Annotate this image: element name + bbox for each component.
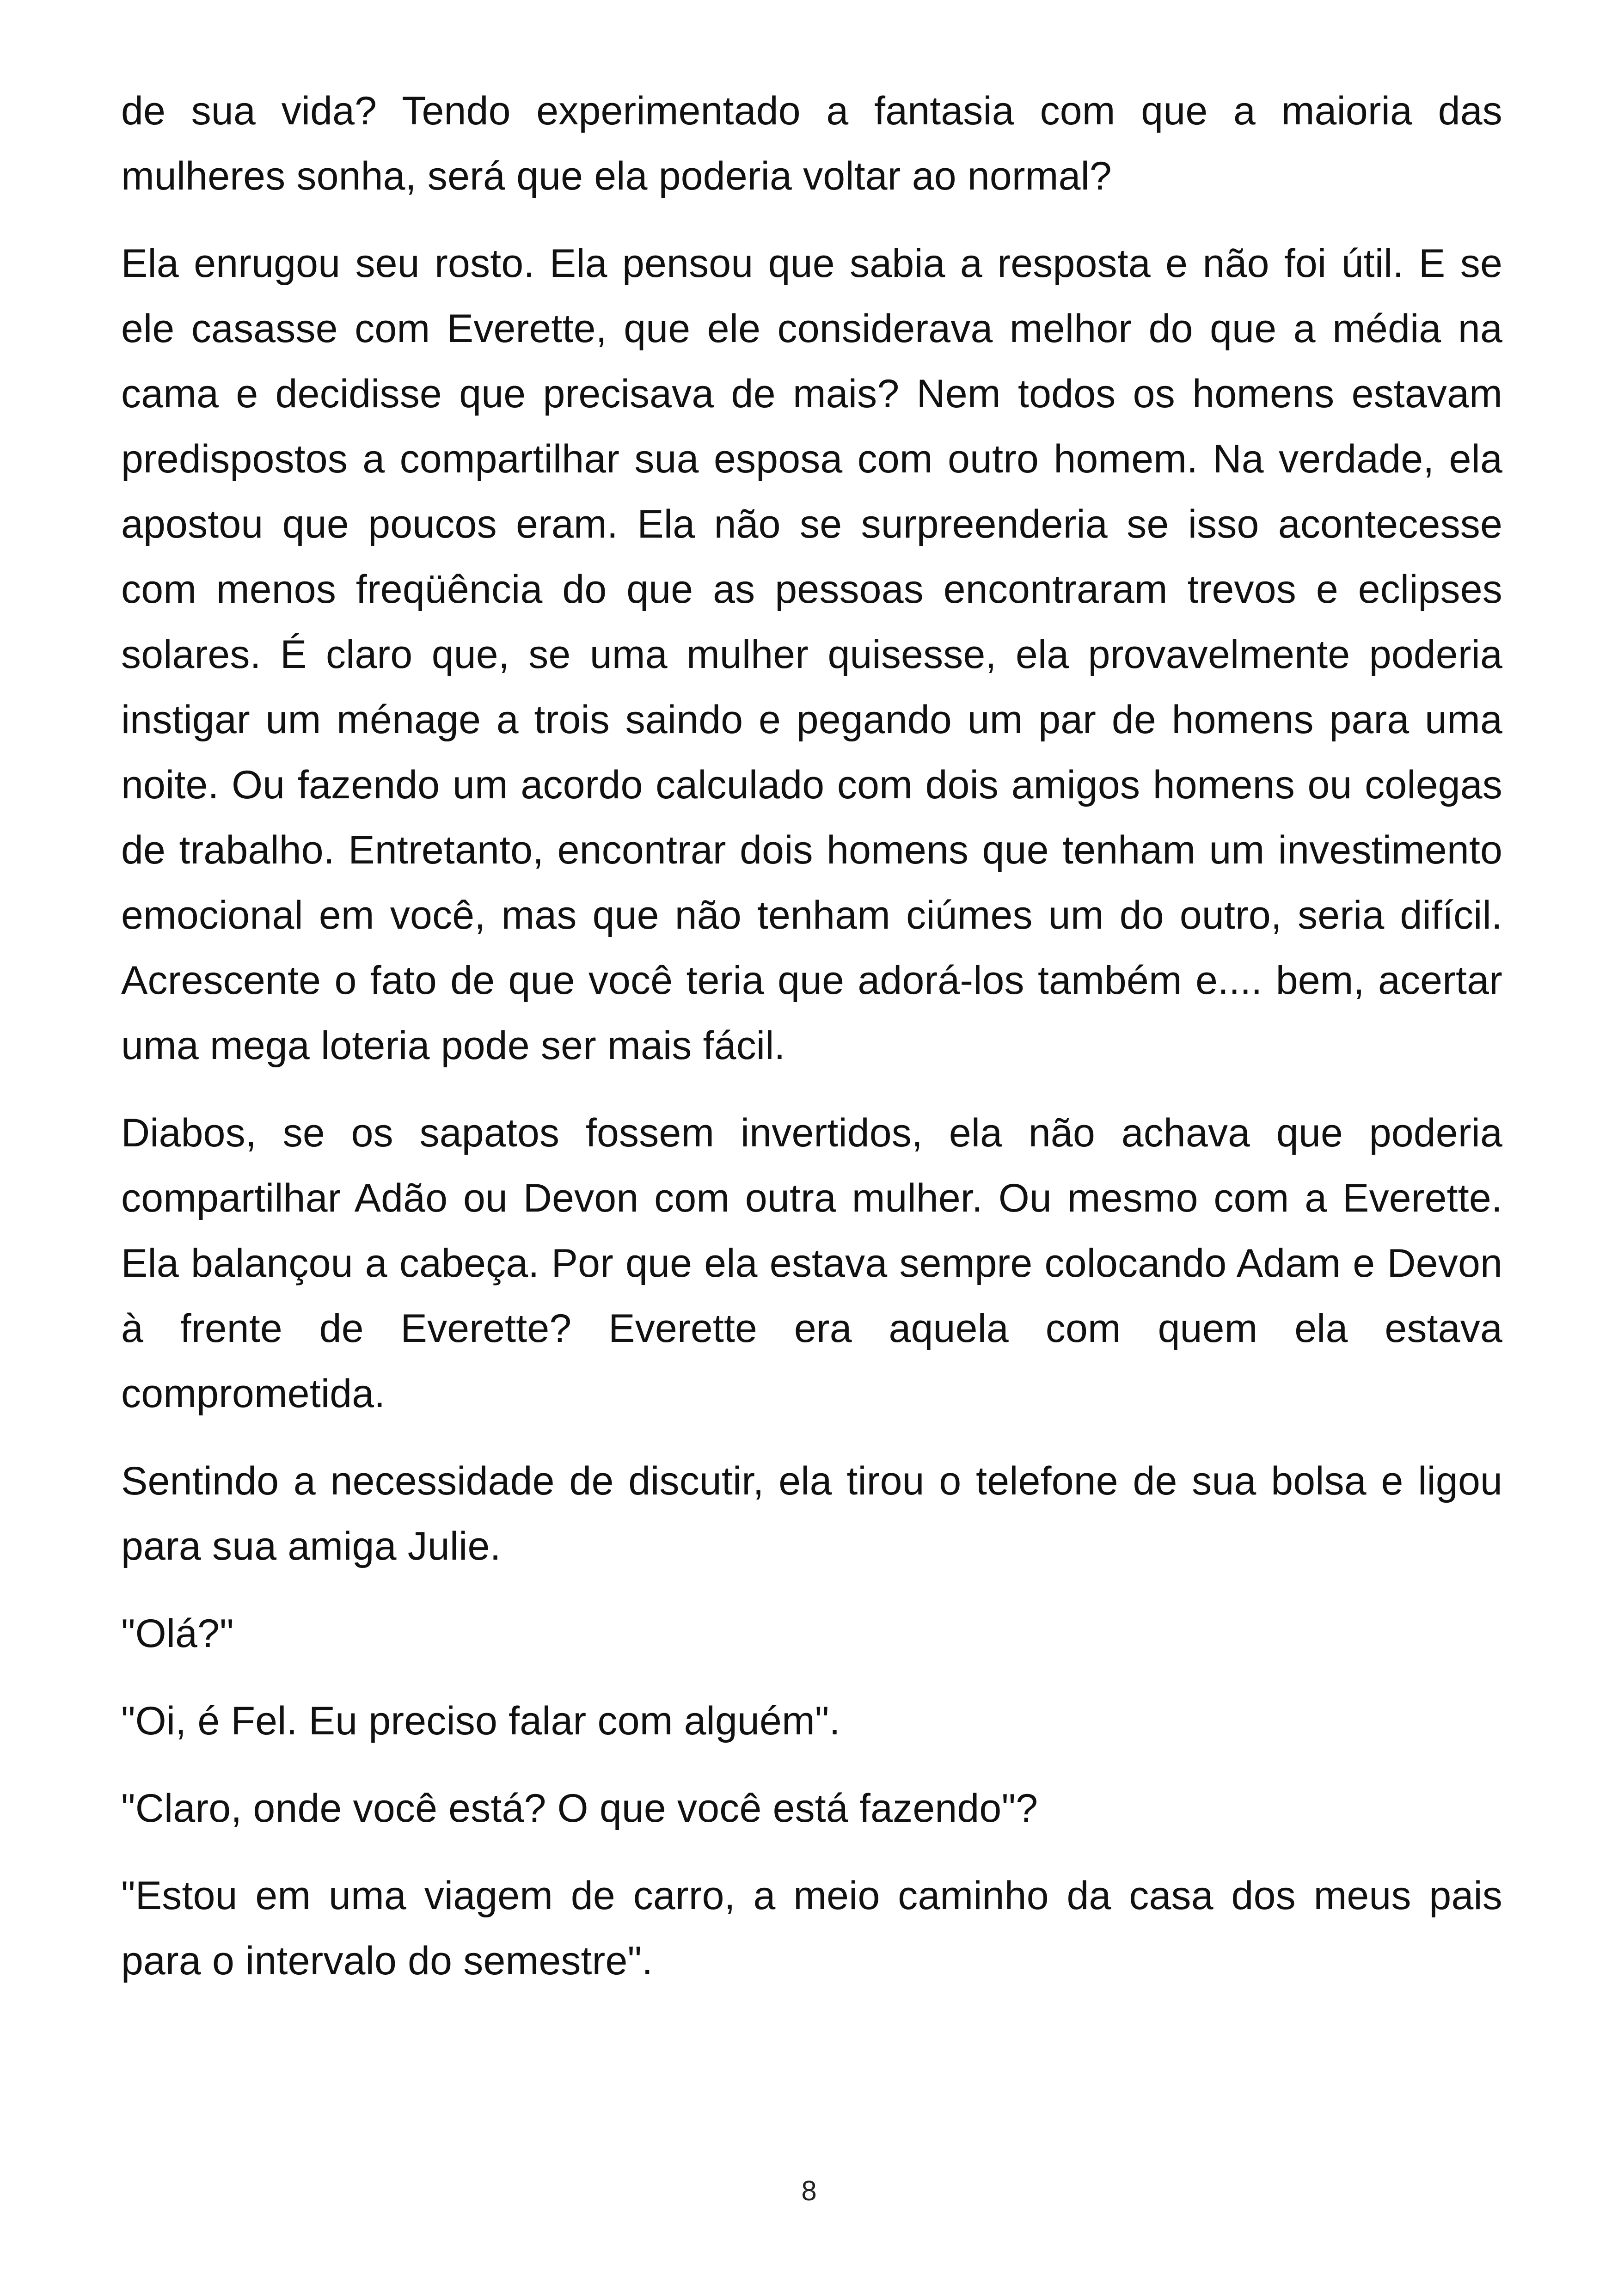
paragraph-4: Sentindo a necessidade de discutir, ela tirou o telefone de sua bolsa e ligou para sua amiga Julie.: [121, 1459, 1502, 1568]
body-text: [121, 79, 1502, 2016]
paragraph-1: de sua vida? Tendo experimentado a fantasia com que a maioria das mulheres sonha, será que ela poderia voltar ao normal?: [121, 89, 1502, 198]
dialogue-line-2: "Oi, é Fel. Eu preciso falar com alguém".: [121, 1699, 840, 1743]
page-number: 8: [801, 2175, 817, 2206]
dialogue-line-4: "Estou em uma viagem de carro, a meio caminho da casa dos meus pais para o intervalo do semestre".: [121, 1874, 1502, 1983]
paragraph-3: Diabos, se os sapatos fossem invertidos, ela não achava que poderia compartilhar Adão ou Devon com outra mulher. Ou mesmo com a Everette. Ela balançou a cabeça. Por que ela estava sempre colocando Adam e Devon à frente de Everette? Everette era aquela com quem ela estava comprometida.: [121, 1111, 1502, 1416]
dialogue-line-3: "Claro, onde você está? O que você está fazendo"?: [121, 1786, 1038, 1831]
dialogue-line-1: "Olá?": [121, 1611, 234, 1656]
paragraph-2: Ela enrugou seu rosto. Ela pensou que sabia a resposta e não foi útil. E se ele casasse com Everette, que ele considerava melhor do que a média na cama e decidisse que precisava de mais? Nem todos os homens estavam predispostos a compartilhar sua esposa com outro homem. Na verdade, ela apostou que poucos eram. Ela não se surpreenderia se isso acontecesse com menos freqüência do que as pessoas encontraram trevos e eclipses solares. É claro que, se uma mulher quisesse, ela provavelmente poderia instigar um ménage a trois saindo e pegando um par de homens para uma noite. Ou fazendo um acordo calculado com dois amigos homens ou colegas de trabalho. Entretanto, encontrar dois homens que tenham um investimento emocional em você, mas que não tenham ciúmes um do outro, seria difícil. Acrescente o fato de que você teria que adorá-los também e.... bem, acertar uma mega loteria pode ser mais fácil.: [121, 241, 1502, 1068]
